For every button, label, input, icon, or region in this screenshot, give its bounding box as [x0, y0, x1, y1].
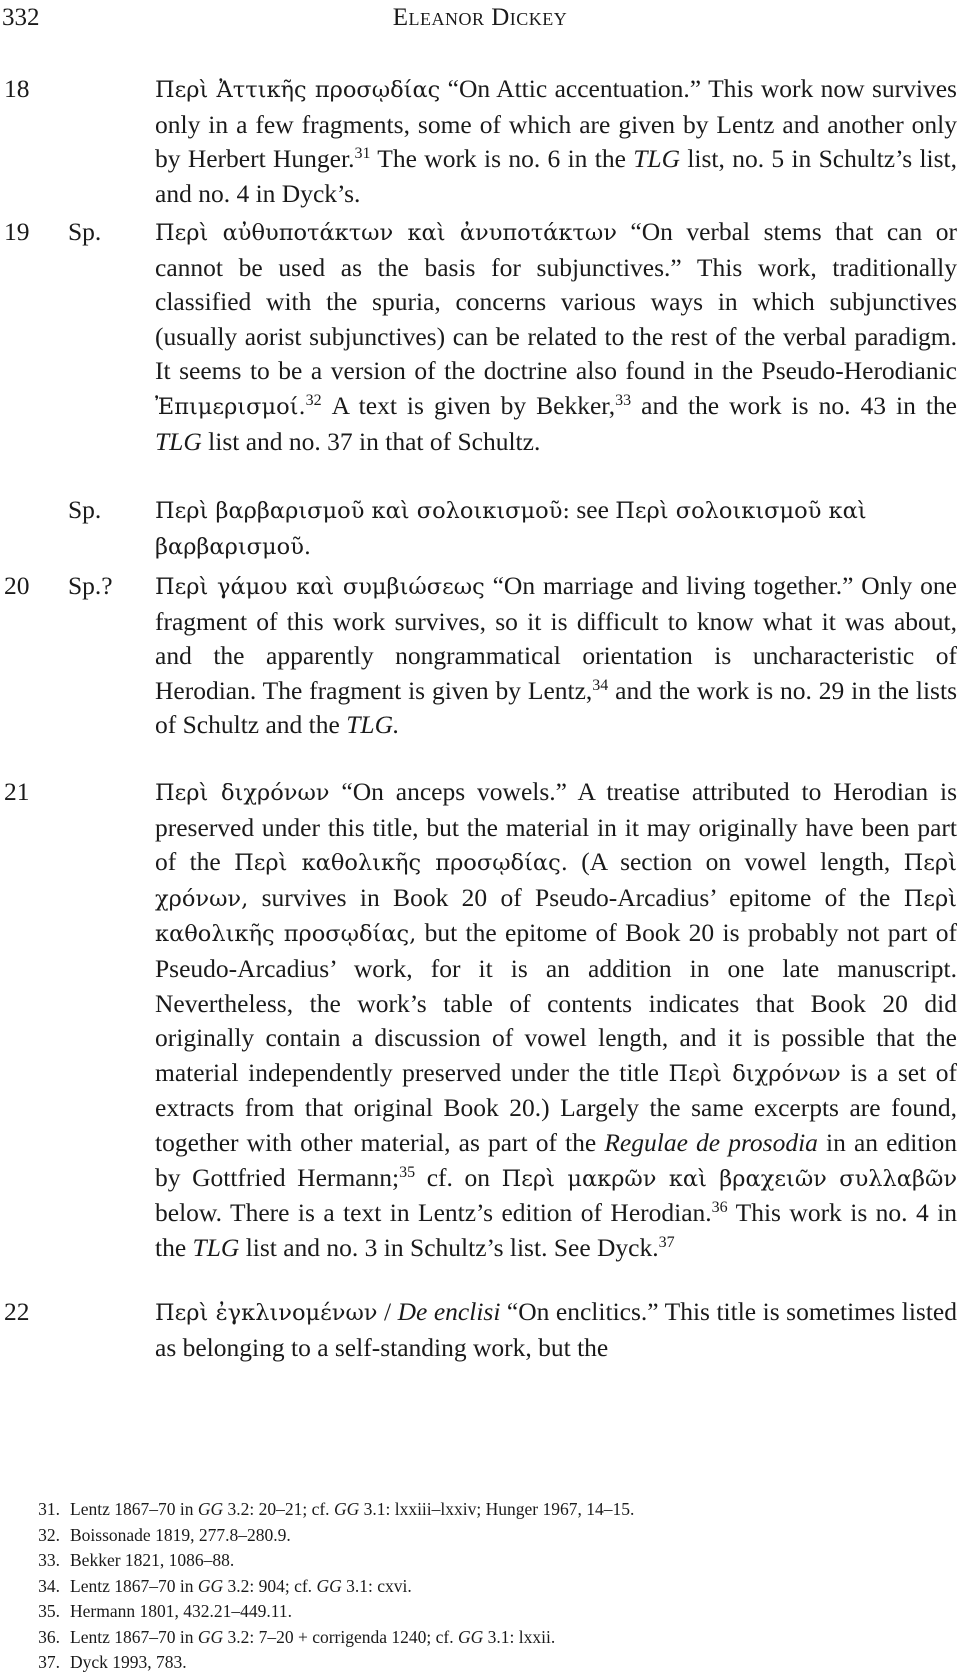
entry-text [155, 493, 957, 564]
greek-term: Περὶ χρόνων, [155, 850, 957, 912]
footnote-text-part: Lentz 1867–70 in [70, 1499, 198, 1519]
italic-title: Regulae de prosodia [604, 1127, 818, 1157]
footnote-text: Bekker 1821, 1086–88. [70, 1550, 235, 1570]
footnote-number: 36. [38, 1626, 60, 1647]
entry-category: Sp. [68, 217, 102, 246]
entry-text-part: and the work is no. 29 in the lists of Schultz and the [155, 675, 957, 740]
gg-abbrev: GG [197, 1499, 224, 1519]
footnote-text-part: 3.2: 904; cf. [223, 1575, 317, 1596]
entry-text [155, 72, 957, 211]
footnote-text: Hermann 1801, 432.21–449.11. [70, 1601, 292, 1621]
entry-text [155, 215, 957, 459]
entry-text-part: survives in Book 20 of Pseudo-Arcadius’ epitome of the [248, 882, 904, 912]
greek-term: Περὶ σολοικισμοῦ καὶ βαρβαρισμοῦ. [155, 498, 867, 560]
footnote-number: 31. [38, 1499, 60, 1519]
entry-category: Sp. [68, 495, 102, 524]
tlg-abbrev: TLG [633, 144, 681, 174]
greek-title: Περὶ βαρβαρισμοῦ καὶ σολοικισμοῦ: [155, 498, 570, 524]
footnote-text: Dyck 1993, 783. [70, 1652, 187, 1672]
entry-text [155, 1295, 957, 1365]
footnote-text-part: 3.1: lxxiii–lxxiv; Hunger 1967, 14–15. [359, 1499, 635, 1519]
entry-text-part: list, no. 5 in Schultz’s list, and no. 4 in Dyck’s. [155, 144, 957, 208]
greek-term: Περὶ διχρόνων [668, 1060, 841, 1087]
entry-number: 19 [4, 217, 30, 246]
entry-text-part: below. There is a text in Lentz’s edition of Herodian. [155, 1198, 712, 1228]
greek-term: Ἐπιμερισμοί. [155, 393, 306, 420]
entry-text-part: in an edition by Gottfried Hermann; [155, 1127, 957, 1192]
gg-abbrev: GG [333, 1499, 360, 1519]
footnote-number: 34. [38, 1575, 60, 1596]
footnote-number: 32. [38, 1524, 60, 1545]
footnote-text-part: 3.2: 20–21; cf. [223, 1499, 334, 1519]
gg-abbrev: GG [458, 1626, 484, 1647]
footnote-text: Boissonade 1819, 277.8–280.9. [70, 1524, 291, 1545]
greek-term: Περὶ καθολικῆς προσῳδίας. [234, 850, 568, 877]
footnote-ref[interactable]: 35 [399, 1163, 416, 1181]
gg-abbrev: GG [197, 1626, 224, 1647]
entry-text-part: cf. on [415, 1162, 502, 1192]
footnote-ref[interactable]: 37 [658, 1233, 675, 1251]
footnote-number: 33. [38, 1550, 60, 1570]
italic-title: De enclisi [397, 1297, 501, 1326]
entry-text-part: but the epitome of Book 20 is probably not part of Pseudo-Arcadius’ work, for it is an addition in one late manuscript. Nevertheless, the work’s table of contents indicates that Book 20 did originally contain a discussion of vowel length, and it is possible that the material independently preserved under the title [155, 918, 957, 1087]
entry-text-part: A text is given by Bekker, [321, 390, 616, 420]
entry-text-part: “On anceps vowels.” A treatise attributed to Herodian is preserved under this title, but the material in it may originally have been part of the [155, 777, 957, 877]
entry-text-part: / [377, 1297, 398, 1326]
footnote-ref[interactable]: 31 [354, 145, 371, 163]
entry-text-part: “On verbal stems that can or cannot be used as the basis for subjunctives.” This work, traditionally classified with the spuria, concerns various ways in which subjunctives (usually aorist subjunctives) can be related to the rest of the verbal paradigm. It seems to be a version of the doctrine also found in the Pseudo-Herodianic [155, 217, 957, 386]
entry-text-part: list and no. 37 in that of Schultz. [201, 426, 541, 456]
footnote-number: 35. [38, 1601, 60, 1621]
entry-text-part: is a set of extracts from that original Book 20.) Largely the same excerpts are found, together with other material, as part of the [155, 1057, 957, 1157]
greek-term: Περὶ μακρῶν καὶ βραχειῶν συλλαβῶν [501, 1165, 958, 1192]
gg-abbrev: GG [316, 1575, 342, 1596]
tlg-abbrev: TLG [155, 426, 202, 456]
footnote-text-part: 3.2: 7–20 + corrigenda 1240; cf. [223, 1626, 458, 1647]
footnote-number: 37. [38, 1652, 60, 1672]
entry-text-part: (A section on vowel length, [567, 847, 904, 877]
footnote-ref[interactable]: 32 [305, 391, 322, 409]
entry-number: 22 [4, 1297, 30, 1326]
tlg-abbrev: TLG [192, 1232, 240, 1262]
greek-title: Περὶ αὐθυποτάκτων καὶ ἀνυποτάκτων [155, 220, 617, 246]
entry-text-part: “On Attic accentuation.” This work now survives only in a few fragments, some of which are given by Lentz and another only by Herbert Hunger. [155, 74, 957, 174]
footnote-text-part: 3.1: cxvi. [341, 1575, 412, 1596]
entry-text [155, 775, 957, 1265]
footnote-text [70, 1574, 412, 1600]
entry-text-part: This work is no. 4 in the [155, 1198, 957, 1262]
entry-number: 20 [4, 571, 30, 600]
tlg-abbrev: TLG. [346, 710, 400, 740]
greek-title: Περὶ γάμου καὶ συμβιώσεως [155, 574, 485, 600]
entry-number: 21 [4, 777, 30, 806]
greek-term: Περὶ καθολικῆς προσῳδίας, [155, 885, 957, 948]
entry-text-part: “On marriage and living together.” Only one fragment of this work survives, so it is difficult to know what it was about, and the apparently nongrammatical orientation is uncharacteristic of Herodian. The fragment is given by Lentz, [155, 571, 957, 705]
entry-text [155, 569, 957, 743]
footnote-ref[interactable]: 33 [615, 391, 632, 409]
page-number: 332 [2, 4, 40, 31]
gg-abbrev: GG [197, 1575, 224, 1596]
footnote-text-part: 3.1: lxxii. [483, 1626, 556, 1647]
footnote-text [70, 1625, 555, 1651]
footnote-ref[interactable]: 34 [592, 676, 609, 694]
entry-text-part: and the work is no. 43 in the [631, 390, 957, 420]
entry-text-part: list and no. 3 in Schultz’s list. See Dyck. [239, 1232, 659, 1262]
entry-number: 18 [4, 74, 30, 103]
footnote-text [70, 1497, 634, 1523]
greek-title: Περὶ Ἀττικῆς προσῳδίας [155, 77, 441, 103]
entry-category: Sp.? [68, 571, 113, 600]
entry-text-part: The work is no. 6 in the [370, 144, 634, 174]
running-title: Eleanor Dickey [392, 4, 568, 31]
greek-title: Περὶ διχρόνων [155, 780, 330, 806]
footnote-ref[interactable]: 36 [711, 1199, 728, 1217]
entry-text-part: “On enclitics.” This title is sometimes listed as belonging to a self-standing work, but the [155, 1297, 957, 1362]
greek-title: Περὶ ἐγκλινομένων [155, 1300, 378, 1326]
footnote-text-part: Lentz 1867–70 in [70, 1575, 198, 1596]
footnote-text-part: Lentz 1867–70 in [70, 1626, 198, 1647]
entry-text-part: see [569, 495, 616, 524]
